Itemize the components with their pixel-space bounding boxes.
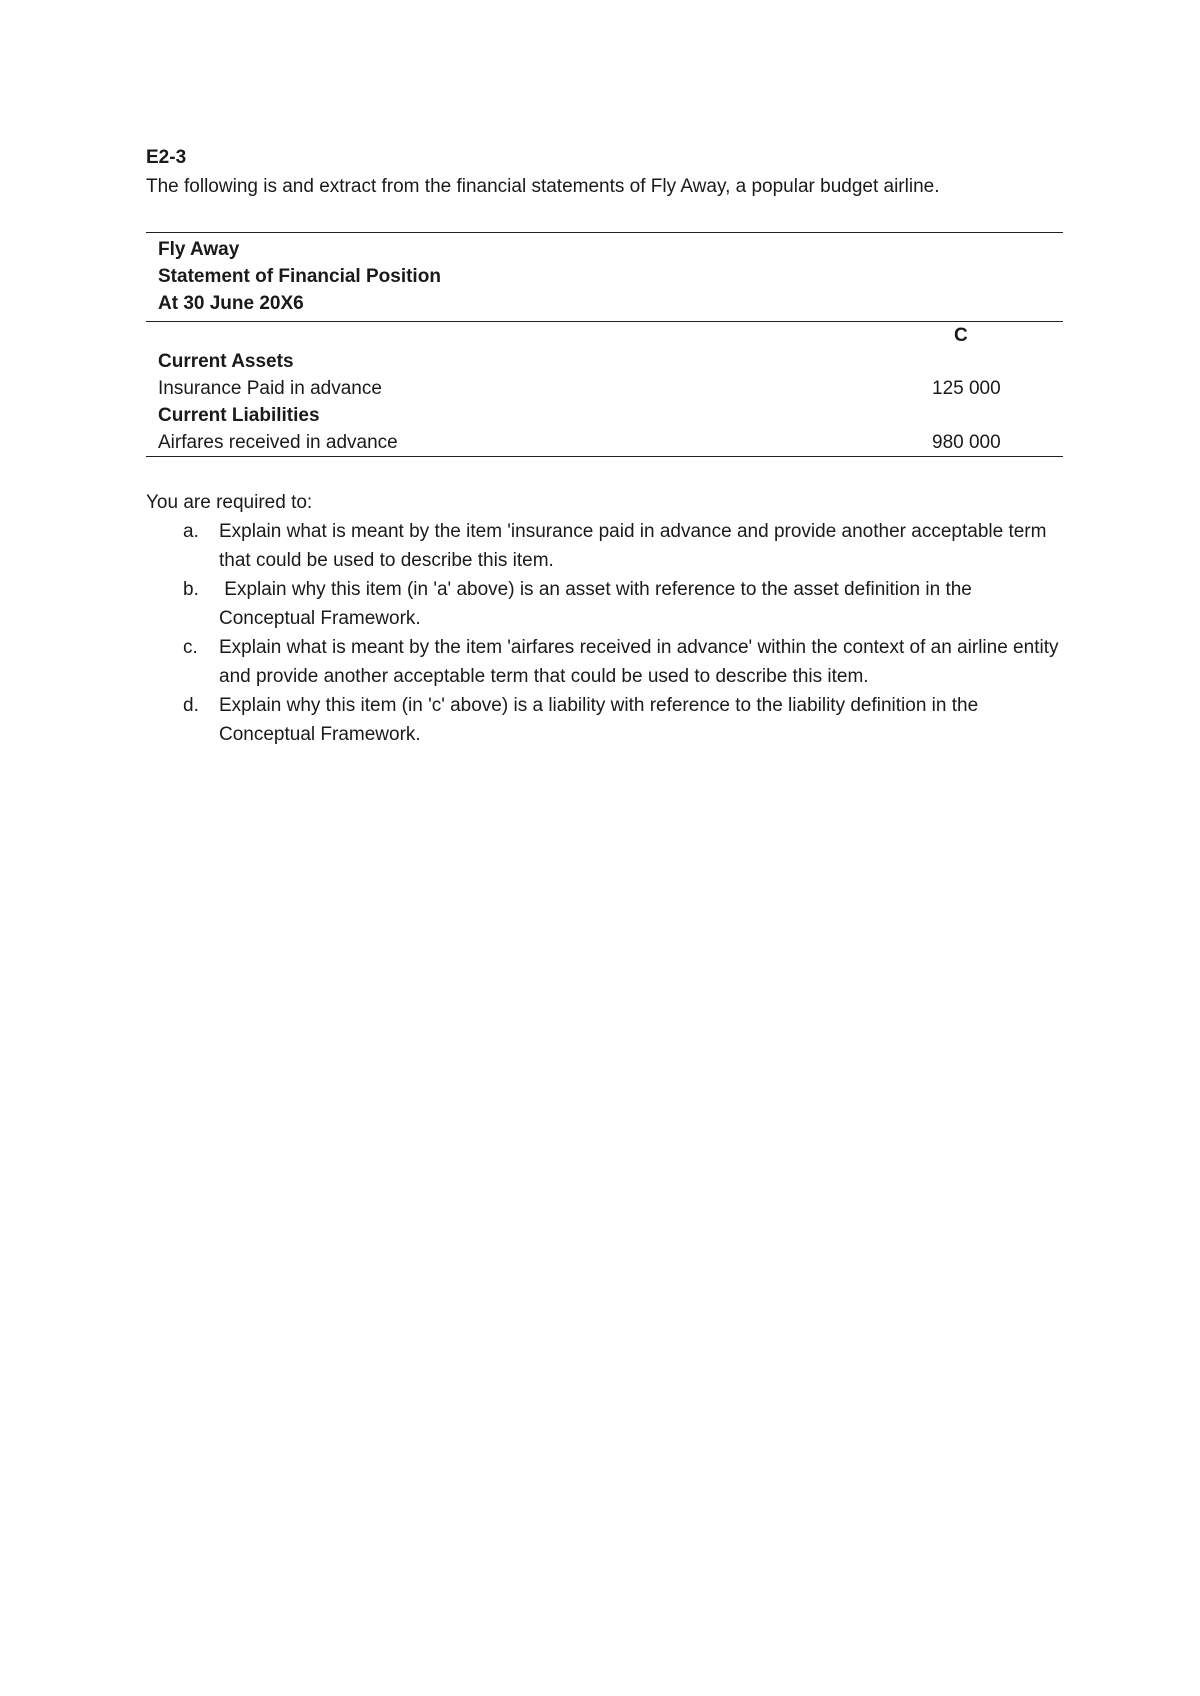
- requirement-letter: d.: [183, 695, 199, 716]
- requirement-item-a: [146, 517, 1066, 575]
- bottom-rule: [146, 456, 1063, 457]
- exercise-intro: The following is and extract from the financial statements of Fly Away, a popular budget airline.: [146, 176, 940, 197]
- requirement-item-d: [146, 691, 1066, 749]
- requirements-lead: You are required to:: [146, 492, 313, 513]
- requirement-text: Explain what is meant by the item 'insurance paid in advance and provide another acceptable term that could be used to describe this item.: [219, 521, 1047, 571]
- requirement-item-b: [146, 575, 1066, 633]
- statement-title: Statement of Financial Position: [158, 266, 441, 287]
- currency-row: [146, 322, 1063, 348]
- line-item-amount: 980 000: [932, 432, 1001, 453]
- line-item-label: Airfares received in advance: [158, 432, 398, 453]
- requirement-text: Explain what is meant by the item 'airfares received in advance' within the context of an airline entity and provide another acceptable term that could be used to describe this item.: [219, 637, 1059, 687]
- statement-date: At 30 June 20X6: [158, 293, 304, 314]
- requirement-text: Explain why this item (in 'a' above) is an asset with reference to the asset definition in the Conceptual Framework.: [219, 579, 978, 629]
- requirement-item-c: [146, 633, 1066, 691]
- exercise-id: E2-3: [146, 147, 187, 168]
- section-heading-liabilities: Current Liabilities: [158, 405, 320, 426]
- section-heading-assets: Current Assets: [158, 351, 294, 372]
- requirement-letter: c.: [183, 637, 198, 658]
- financial-statement: [146, 232, 1063, 457]
- line-item-amount: 125 000: [932, 378, 1001, 399]
- line-item-insurance: [146, 375, 1063, 402]
- company-name: Fly Away: [158, 239, 240, 260]
- requirement-letter: b.: [183, 579, 199, 600]
- currency-label: C: [954, 325, 968, 346]
- requirement-text: Explain why this item (in 'c' above) is a liability with reference to the liability definition in the Conceptual Framework.: [219, 695, 979, 745]
- line-item-airfares: [146, 429, 1063, 456]
- requirements: [146, 488, 1066, 749]
- requirements-list: [146, 517, 1066, 749]
- requirement-letter: a.: [183, 521, 199, 542]
- line-item-label: Insurance Paid in advance: [158, 378, 382, 399]
- statement-heading: [146, 233, 1063, 321]
